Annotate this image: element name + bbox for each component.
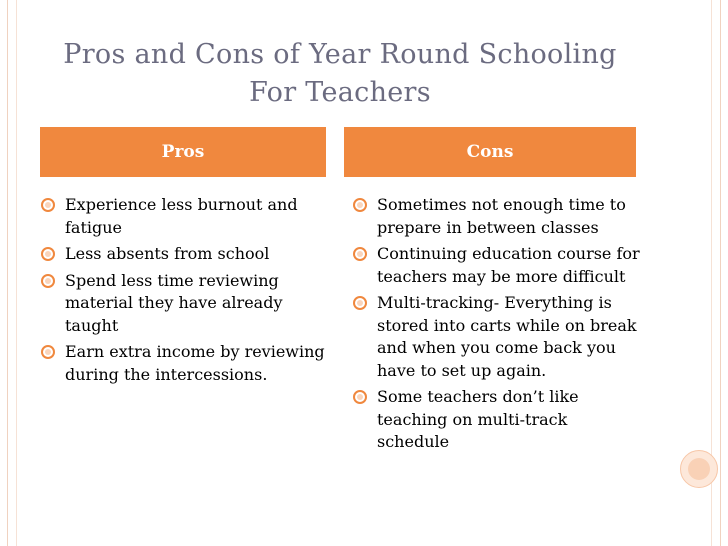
pros-item-text: Experience less burnout and fatigue (65, 195, 298, 237)
pros-header-label: Pros (161, 142, 205, 162)
cons-item-text: Some teachers don’t like teaching on multi-track schedule (377, 387, 579, 451)
cons-list (352, 194, 642, 458)
pros-list (40, 194, 330, 390)
cons-item-text: Sometimes not enough time to prepare in between classes (377, 195, 626, 237)
decorative-circle-icon (680, 450, 718, 488)
circle-bullet-icon (353, 390, 367, 404)
cons-list-item (352, 386, 642, 454)
cons-item-text: Multi-tracking- Everything is stored into carts while on break and when you come back you have to set up again. (377, 293, 637, 380)
circle-bullet-icon (41, 198, 55, 212)
pros-item-text: Spend less time reviewing material they have already taught (65, 270, 283, 335)
pros-list-item (40, 194, 330, 239)
pros-list-item (40, 341, 330, 386)
slide-title-line1: Pros and Cons of Year Round Schooling (63, 39, 617, 70)
cons-list-item (352, 243, 642, 288)
circle-bullet-icon (41, 274, 55, 288)
cons-list-item (352, 292, 642, 382)
cons-list-item (352, 194, 642, 239)
pros-item-text: Less absents from school (65, 244, 270, 263)
cons-header-label: Cons (466, 142, 514, 162)
circle-bullet-icon (41, 345, 55, 359)
pros-list-item (40, 243, 330, 266)
cons-header (344, 127, 636, 177)
circle-bullet-icon (41, 247, 55, 261)
circle-bullet-icon (353, 296, 367, 310)
pros-list-item (40, 270, 330, 338)
pros-item-text: Earn extra income by reviewing during the intercessions. (65, 342, 325, 384)
circle-bullet-icon (353, 247, 367, 261)
cons-item-text: Continuing education course for teachers may be more difficult (377, 244, 640, 286)
circle-bullet-icon (353, 198, 367, 212)
pros-header (40, 127, 326, 177)
slide-title-line2: For Teachers (249, 77, 431, 108)
slide-title (40, 36, 640, 112)
